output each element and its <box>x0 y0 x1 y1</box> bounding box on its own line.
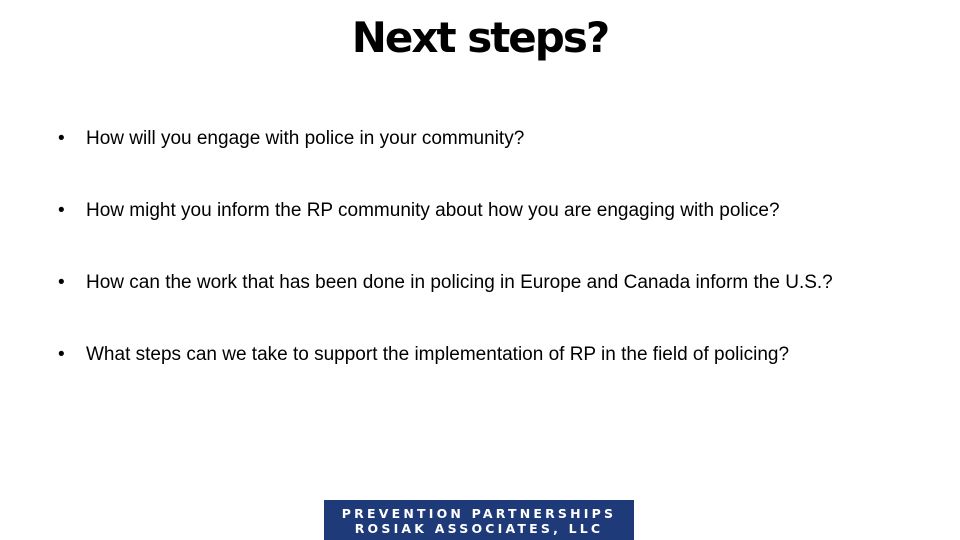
bullet-item <box>58 124 948 196</box>
organization-logo <box>324 500 634 540</box>
bullet-dot-icon: • <box>58 128 65 149</box>
bullet-dot-icon: • <box>58 344 65 365</box>
bullet-text: How will you engage with police in your community? <box>86 128 525 149</box>
bullet-dot-icon: • <box>58 272 65 293</box>
bullet-text: What steps can we take to support the implementation of RP in the field of policing? <box>86 344 790 365</box>
logo-line-2: ROSIAK ASSOCIATES, LLC <box>354 521 604 536</box>
slide-title: Next steps? <box>351 13 609 62</box>
bullet-list <box>58 124 948 412</box>
logo-line-1: PREVENTION PARTNERSHIPS <box>341 506 617 521</box>
bullet-text: How can the work that has been done in policing in Europe and Canada inform the U.S.? <box>86 272 833 293</box>
bullet-item <box>58 268 948 340</box>
bullet-dot-icon: • <box>58 200 65 221</box>
bullet-item <box>58 340 948 412</box>
bullet-item <box>58 196 948 268</box>
bullet-text: How might you inform the RP community about how you are engaging with police? <box>86 200 780 221</box>
